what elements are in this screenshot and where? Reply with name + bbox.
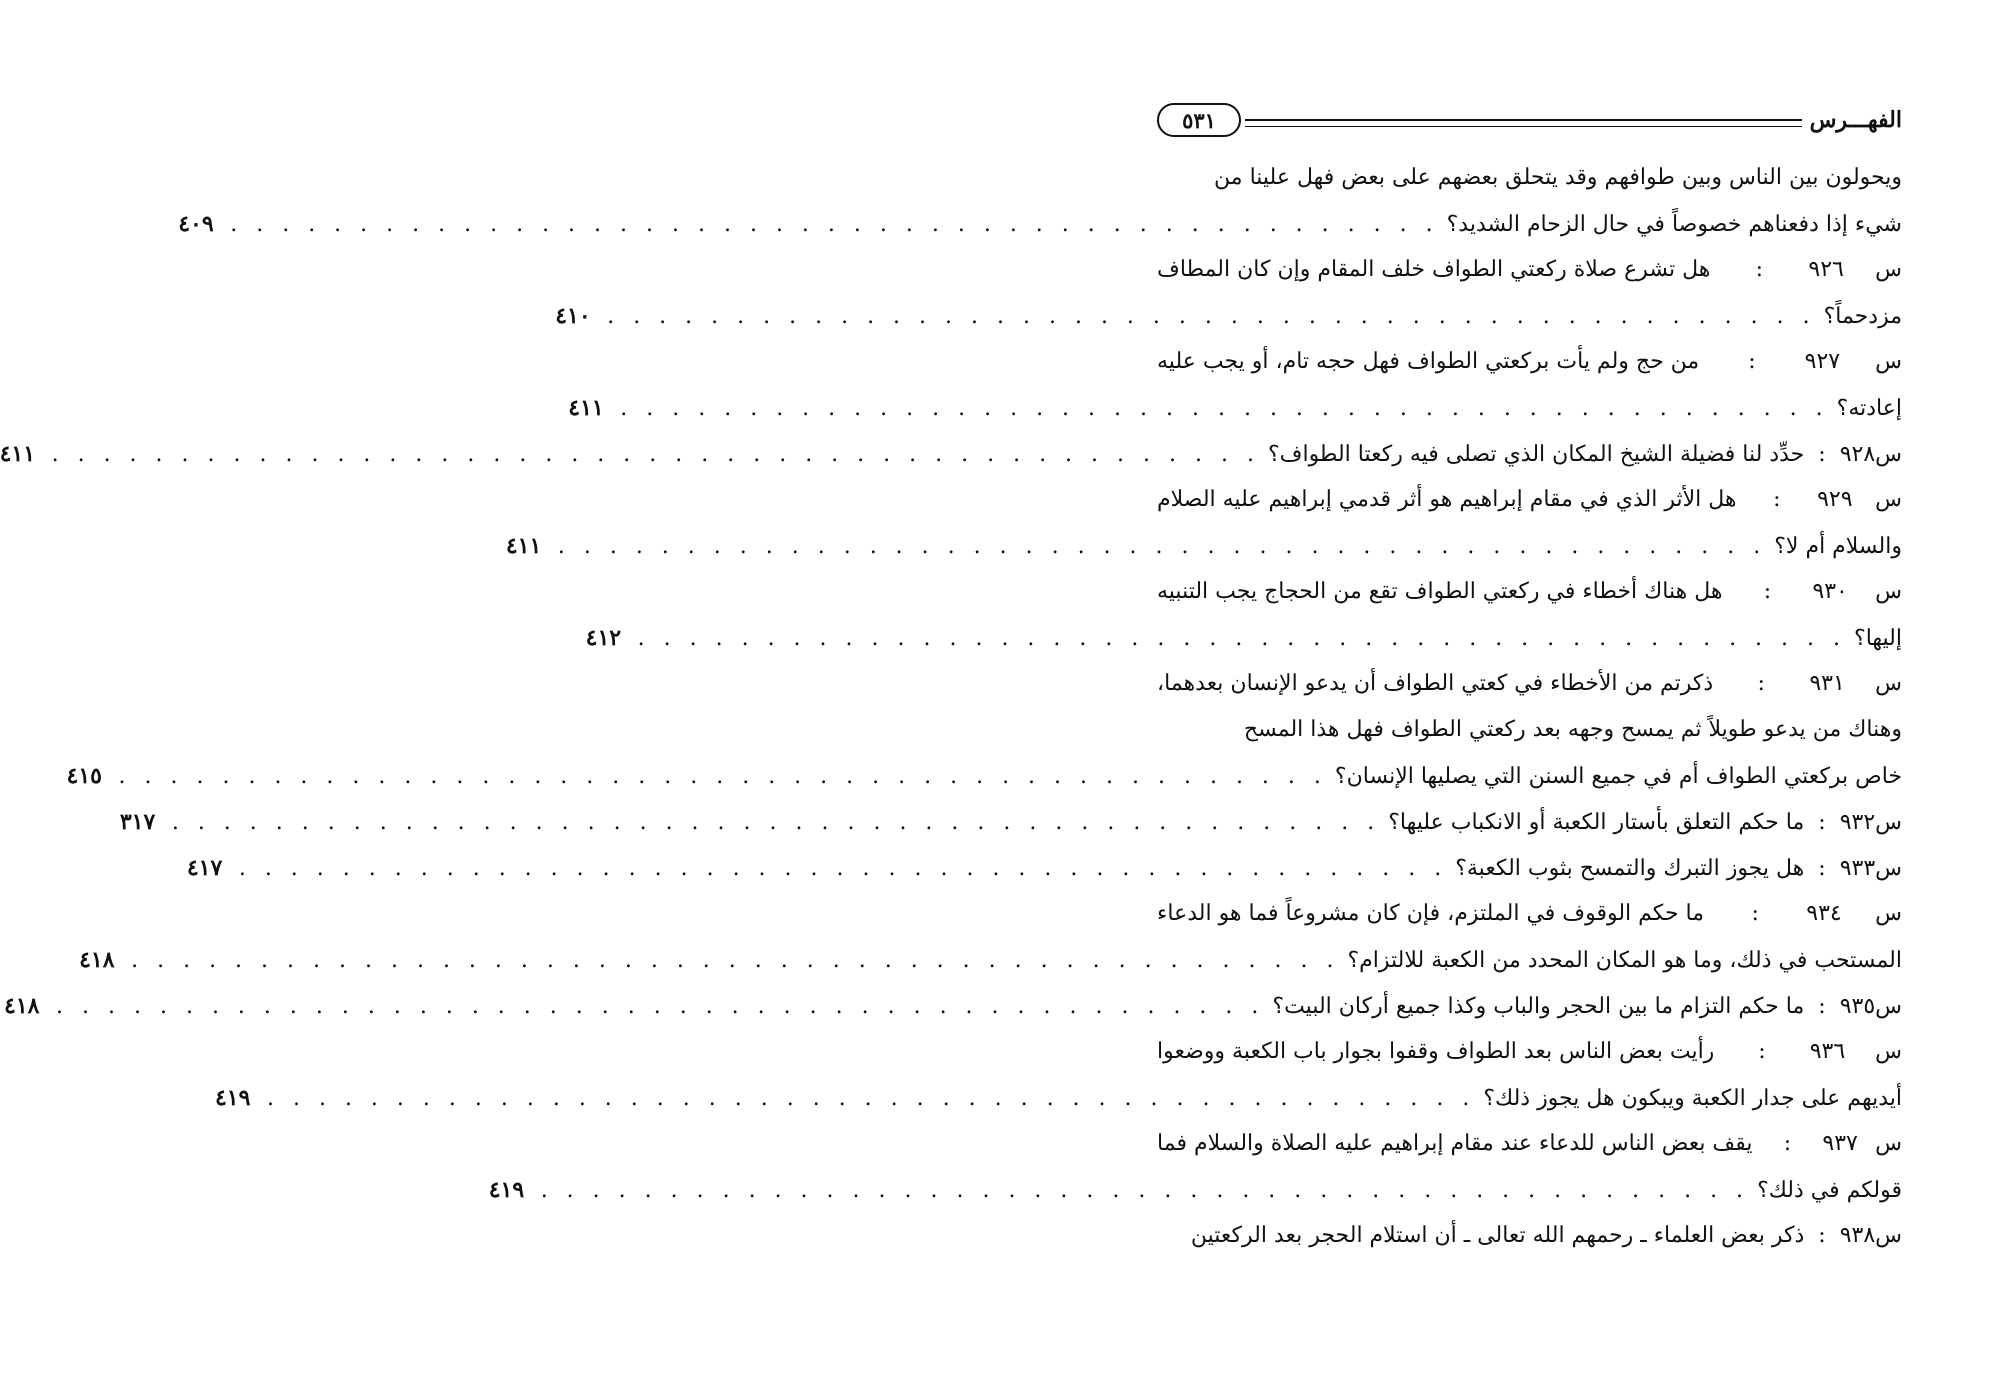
index-entry [178,155,1902,247]
entry-text: شيء إذا دفعناهم خصوصاً في حال الزحام الشديد؟ [1446,212,1902,237]
page-reference[interactable]: ٣١٧ [119,809,156,835]
question-label: س [1875,856,1902,881]
page-reference[interactable]: ٤١٩ [488,1177,525,1203]
entry-text: رأيت بعض الناس بعد الطواف وقفوا بجوار باب الكعبة ووضعوا [1157,1039,1715,1064]
entry-text: إعادته؟ [1836,396,1902,421]
entry-line [4,983,1902,1029]
entry-text: ما حكم التزام ما بين الحجر والباب وكذا جميع أركان البيت؟ [1272,994,1805,1019]
colon-separator: : [1818,442,1826,467]
entry-line [505,523,1902,569]
entry-line [1157,477,1902,523]
dot-leader: . . . . . . . . . . . . . . . . . . . . . . . . . . . . . . . . . . . . . . . . . . . . . . . [171,810,1381,835]
entry-line [1157,155,1902,201]
colon-separator: : [1818,994,1826,1019]
dot-leader: . . . . . . . . . . . . . . . . . . . . . . . . . . . . . . . . . . . . . . . . . . . . . . . [51,442,1260,467]
index-entries [0,155,1902,1259]
colon-separator: : [1751,901,1759,926]
entry-text: هل تشرع صلاة ركعتي الطواف خلف المقام وإن كان المطاف [1157,257,1711,282]
index-entry [568,339,1902,431]
dot-leader: . . . . . . . . . . . . . . . . . . . . . . . . . . . . . . . . . . . . . . . . . . . . . . . [637,626,1847,651]
question-label: س [1875,349,1902,374]
index-entry [214,1029,1902,1121]
dot-leader: . . . . . . . . . . . . . . . . . . . . . . . . . . . . . . . . . . . . . . . . . . . . . . . [56,994,1265,1019]
question-number: ٩٢٦ [1808,257,1844,282]
page-reference[interactable]: ٤١٠ [555,303,591,329]
dot-leader: . . . . . . . . . . . . . . . . . . . . . . . . . . . . . . . . . . . . . . . . . . . . . . . [266,1086,1476,1111]
page-number-badge [1157,103,1241,137]
question-number: ٩٣٥ [1839,994,1876,1019]
entry-line [214,1075,1902,1121]
page-reference[interactable]: ٤١١ [568,395,604,421]
question-label: س [1875,442,1902,467]
colon-separator: : [1818,856,1826,881]
question-label: س [1875,901,1902,926]
entry-line [1157,1121,1902,1167]
dot-leader: . . . . . . . . . . . . . . . . . . . . . . . . . . . . . . . . . . . . . . . . . . . . . . . [238,856,1448,881]
page-reference[interactable]: ٤١٩ [214,1085,251,1111]
entry-line [1157,891,1902,937]
index-entry [555,247,1902,339]
entry-text: أيديهم على جدار الكعبة ويبكون هل يجوز ذلك؟ [1483,1086,1902,1111]
question-label: س [1875,1131,1902,1156]
colon-separator: : [1818,1223,1826,1248]
entry-text: ما حكم التعلق بأستار الكعبة أو الانكباب عليها؟ [1388,810,1805,835]
entry-text: ذكر بعض العلماء ـ رحمهم الله تعالى ـ أن استلام الحجر بعد الركعتين [1190,1223,1805,1248]
question-label: س [1875,1223,1902,1248]
index-entry [0,431,1902,477]
colon-separator: : [1763,579,1772,604]
question-number: ٩٢٧ [1804,349,1841,374]
entry-line [568,385,1902,431]
dot-leader: . . . . . . . . . . . . . . . . . . . . . . . . . . . . . . . . . . . . . . . . . . . . . . . [557,534,1767,559]
page-reference[interactable]: ٤١٧ [186,855,223,881]
index-entry [585,569,1902,661]
index-entry [119,799,1902,845]
entry-line [555,293,1902,339]
question-number: ٩٢٩ [1817,487,1853,512]
question-label: س [1875,579,1902,604]
question-label: س [1875,487,1902,512]
entry-line [1157,569,1902,615]
entry-line [1157,1213,1902,1259]
question-label: س [1875,671,1902,696]
entry-text: حدِّد لنا فضيلة الشيخ المكان الذي تصلى فيه ركعتا الطواف؟ [1267,442,1805,467]
dot-leader: . . . . . . . . . . . . . . . . . . . . . . . . . . . . . . . . . . . . . . . . . . . . . . . [230,212,1439,237]
question-number: ٩٣٣ [1839,856,1876,881]
entry-text: ما حكم الوقوف في الملتزم، فإن كان مشروعاً فما هو الدعاء [1157,901,1705,926]
question-number: ٩٣٨ [1839,1223,1876,1248]
entry-text: هل هناك أخطاء في ركعتي الطواف تقع من الحجاج يجب التنبيه [1157,579,1723,604]
entry-line [585,615,1902,661]
dot-leader: . . . . . . . . . . . . . . . . . . . . . . . . . . . . . . . . . . . . . . . . . . . . . . . [131,948,1340,973]
page-reference[interactable]: ٤١٨ [4,993,40,1019]
question-label: س [1875,994,1902,1019]
entry-text: قولكم في ذلك؟ [1757,1178,1902,1203]
index-entry [505,477,1902,569]
entry-text: إليها؟ [1854,626,1902,651]
question-number: ٩٣٦ [1809,1039,1846,1064]
entry-line [119,799,1902,845]
entry-text: هل يجوز التبرك والتمسح بثوب الكعبة؟ [1455,856,1805,881]
page-reference[interactable]: ٤١٥ [66,763,102,789]
colon-separator: : [1755,257,1764,282]
question-number: ٩٢٨ [1839,442,1876,467]
dot-leader: . . . . . . . . . . . . . . . . . . . . . . . . . . . . . . . . . . . . . . . . . . . . . . . [620,396,1829,421]
colon-separator: : [1758,1039,1766,1064]
entry-line [66,753,1902,799]
entry-text: ويحولون بين الناس وبين طوافهم وقد يتحلق بعضهم على بعض فهل علينا من [1214,165,1902,190]
entry-text: وهناك من يدعو طويلاً ثم يمسح وجهه بعد ركعتي الطواف فهل هذا المسح [1243,717,1902,742]
entry-line [178,201,1902,247]
header-rule [1245,119,1802,127]
page-reference[interactable]: ٤١١ [0,441,36,467]
entry-line [488,1167,1902,1213]
question-number: ٩٣١ [1809,671,1845,696]
colon-separator: : [1818,810,1826,835]
entry-line [1157,247,1902,293]
question-number: ٩٣٤ [1806,901,1842,926]
question-label: س [1875,257,1902,282]
entry-text: من حج ولم يأت بركعتي الطواف فهل حجه تام، أو يجب عليه [1157,349,1700,374]
entry-line [1157,707,1902,753]
page-reference[interactable]: ٤١١ [505,533,542,559]
colon-separator: : [1773,487,1781,512]
colon-separator: : [1757,671,1765,696]
index-entry [66,661,1902,799]
colon-separator: : [1783,1131,1792,1156]
entry-line [1157,661,1902,707]
colon-separator: : [1748,349,1756,374]
question-number: ٩٣٢ [1839,810,1876,835]
entry-line [1157,339,1902,385]
page-reference[interactable]: ٤١٢ [585,625,622,651]
page-header [1157,95,1902,145]
entry-text: والسلام أم لا؟ [1774,534,1902,559]
entry-text: مزدحماً؟ [1823,304,1902,329]
question-label: س [1875,810,1902,835]
question-number: ٩٣٧ [1822,1131,1858,1156]
page-number: ٥٣١ [1182,107,1216,133]
entry-text: هل الأثر الذي في مقام إبراهيم هو أثر قدمي إبراهيم عليه الصلام [1157,487,1737,512]
entry-text: خاص بركعتي الطواف أم في جميع السنن التي يصليها الإنسان؟ [1334,764,1902,789]
dot-leader: . . . . . . . . . . . . . . . . . . . . . . . . . . . . . . . . . . . . . . . . . . . . . . . [607,304,1816,329]
index-page [0,95,1902,1315]
dot-leader: . . . . . . . . . . . . . . . . . . . . . . . . . . . . . . . . . . . . . . . . . . . . . . . [118,764,1327,789]
header-title: الفهـــرس [1809,107,1902,133]
page-reference[interactable]: ٤١٨ [79,947,115,973]
index-entry [79,891,1902,983]
entry-line [186,845,1902,891]
entry-line [79,937,1902,983]
question-label: س [1875,1039,1902,1064]
page-reference[interactable]: ٤٠٩ [178,211,214,237]
entry-text: المستحب في ذلك، وما هو المكان المحدد من الكعبة للالتزام؟ [1347,948,1902,973]
entry-text: يقف بعض الناس للدعاء عند مقام إبراهيم عليه الصلاة والسلام فما [1157,1131,1753,1156]
dot-leader: . . . . . . . . . . . . . . . . . . . . . . . . . . . . . . . . . . . . . . . . . . . . . . . [540,1178,1750,1203]
index-entry [488,1121,1902,1213]
index-entry [186,845,1902,891]
entry-line [0,431,1902,477]
index-entry [1157,1213,1902,1259]
question-number: ٩٣٠ [1812,579,1848,604]
entry-line [1157,1029,1902,1075]
index-entry [4,983,1902,1029]
entry-text: ذكرتم من الأخطاء في كعتي الطواف أن يدعو الإنسان بعدهما، [1157,671,1714,696]
